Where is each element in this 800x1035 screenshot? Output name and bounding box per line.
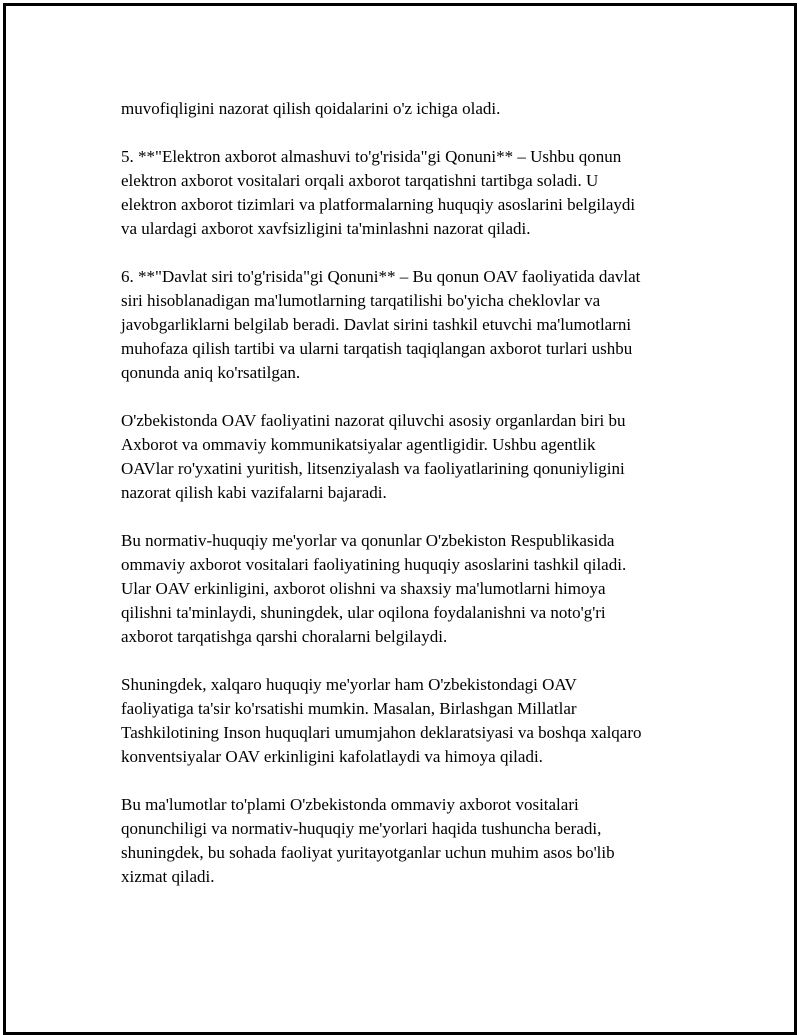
page-frame: [3, 3, 797, 1035]
text-line: Ular OAV erkinligini, axborot olishni va shaxsiy ma'lumotlarni himoya: [121, 579, 606, 598]
paragraph-legal-framework: [121, 529, 701, 649]
text-line: elektron axborot tizimlari va platformalarning huquqiy asoslarini belgilaydi: [121, 195, 636, 214]
paragraph-conclusion: [121, 793, 701, 889]
text-line: konventsiyalar OAV erkinligini kafolatlaydi va himoya qiladi.: [121, 747, 543, 766]
text-line: qonunda aniq ko'rsatilgan.: [121, 363, 301, 382]
text-line: qonunchiligi va normativ-huquqiy me'yorlari haqida tushuncha beradi,: [121, 819, 602, 838]
text-line: elektron axborot vositalari orqali axborot tarqatishni tartibga soladi. U: [121, 171, 599, 190]
paragraph-electronic-info-law: [121, 145, 701, 241]
text-line: shuningdek, bu sohada faoliyat yuritayotganlar uchun muhim asos bo'lib: [121, 843, 615, 862]
paragraph-regulatory-agency: [121, 409, 701, 505]
text-line: 6. **"Davlat siri to'g'risida"gi Qonuni** – Bu qonun OAV faoliyatida davlat: [121, 267, 641, 286]
text-line: Axborot va ommaviy kommunikatsiyalar agentligidir. Ushbu agentlik: [121, 435, 596, 454]
text-line: nazorat qilish kabi vazifalarni bajaradi.: [121, 483, 387, 502]
text-line: Bu ma'lumotlar to'plami O'zbekistonda ommaviy axborot vositalari: [121, 795, 579, 814]
text-line: OAVlar ro'yxatini yuritish, litsenziyalash va faoliyatlarining qonuniyligini: [121, 459, 625, 478]
text-line: Bu normativ-huquqiy me'yorlar va qonunlar O'zbekiston Respublikasida: [121, 531, 615, 550]
text-line: ommaviy axborot vositalari faoliyatining huquqiy asoslarini tashkil qiladi.: [121, 555, 627, 574]
paragraph-international-norms: [121, 673, 701, 769]
text-line: muvofiqligini nazorat qilish qoidalarini o'z ichiga oladi.: [121, 99, 501, 118]
text-line: Tashkilotining Inson huquqlari umumjahon deklaratsiyasi va boshqa xalqaro: [121, 723, 642, 742]
text-line: Shuningdek, xalqaro huquqiy me'yorlar ham O'zbekistondagi OAV: [121, 675, 577, 694]
text-line: javobgarliklarni belgilab beradi. Davlat sirini tashkil etuvchi ma'lumotlarni: [121, 315, 632, 334]
paragraph-state-secret-law: [121, 265, 701, 385]
text-line: axborot tarqatishga qarshi choralarni belgilaydi.: [121, 627, 448, 646]
text-line: siri hisoblanadigan ma'lumotlarning tarqatilishi bo'yicha cheklovlar va: [121, 291, 601, 310]
text-line: O'zbekistonda OAV faoliyatini nazorat qiluvchi asosiy organlardan biri bu: [121, 411, 626, 430]
text-line: faoliyatiga ta'sir ko'rsatishi mumkin. Masalan, Birlashgan Millatlar: [121, 699, 577, 718]
paragraph-continuation: [121, 97, 701, 121]
text-line: 5. **"Elektron axborot almashuvi to'g'risida"gi Qonuni** – Ushbu qonun: [121, 147, 622, 166]
text-line: xizmat qiladi.: [121, 867, 215, 886]
text-line: muhofaza qilish tartibi va ularni tarqatish taqiqlangan axborot turlari ushbu: [121, 339, 633, 358]
document-body: [121, 97, 701, 913]
text-line: va ulardagi axborot xavfsizligini ta'minlashni nazorat qiladi.: [121, 219, 531, 238]
text-line: qilishni ta'minlaydi, shuningdek, ular oqilona foydalanishni va noto'g'ri: [121, 603, 606, 622]
